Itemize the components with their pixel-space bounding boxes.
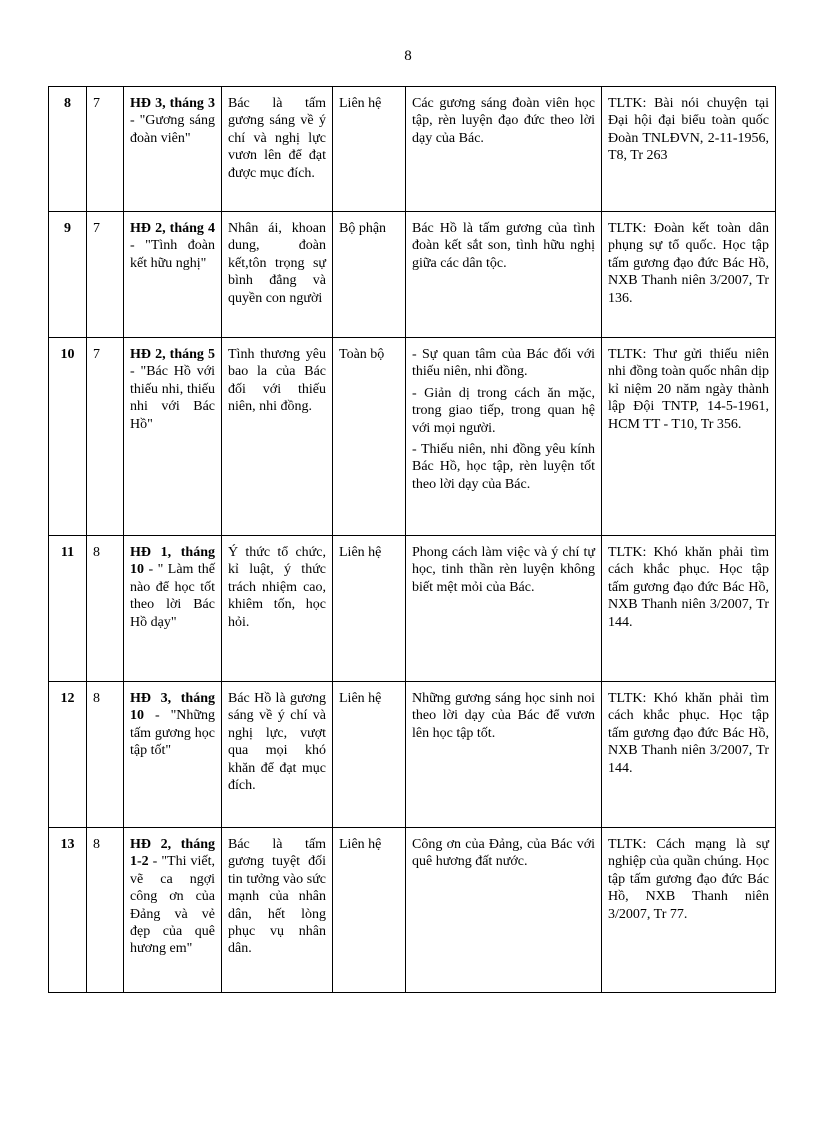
- activity-title: - "Gương sáng đoàn viên": [130, 113, 215, 146]
- grade-cell: 7: [87, 338, 124, 536]
- content-cell: [406, 212, 602, 338]
- goal-cell: Bác Hồ là gương sáng về ý chí và nghị lực, vượt qua mọi khó khăn để đạt mục đích.: [222, 682, 333, 828]
- table-row: [49, 212, 776, 338]
- grade-cell: 8: [87, 536, 124, 682]
- row-number: 8: [49, 87, 87, 212]
- content-cell: [406, 87, 602, 212]
- table-row: [49, 536, 776, 682]
- activity-title: - "Bác Hồ với thiếu nhi, thiếu nhi với Bác Hồ": [130, 364, 215, 432]
- activity-label: HĐ 2, tháng 1-2: [130, 837, 215, 870]
- activity-cell: [124, 338, 222, 536]
- grade-cell: 7: [87, 87, 124, 212]
- goal-cell: Tình thương yêu bao la của Bác đối với thiếu niên, nhi đồng.: [222, 338, 333, 536]
- page-number: 8: [404, 48, 412, 64]
- content-cell: [406, 828, 602, 993]
- content-cell: [406, 536, 602, 682]
- table-row: [49, 338, 776, 536]
- row-number: 9: [49, 212, 87, 338]
- content-paragraph: Bác Hồ là tấm gương của tình đoàn kết sắt son, tình hữu nghị giữa các dân tộc.: [412, 221, 595, 271]
- activity-cell: [124, 87, 222, 212]
- activity-label: HĐ 2, tháng 5: [130, 347, 215, 362]
- lesson-plan-table: [48, 86, 776, 993]
- row-number: 10: [49, 338, 87, 536]
- activity-cell: [124, 682, 222, 828]
- activity-label: HĐ 1, tháng 10: [130, 545, 215, 578]
- goal-cell: Nhân ái, khoan dung, đoàn kết,tôn trọng sự bình đẳng và quyền con người: [222, 212, 333, 338]
- content-paragraph: - Giản dị trong cách ăn mặc, trong giao tiếp, trong quan hệ với mọi người.: [412, 385, 595, 436]
- content-paragraph: - Thiếu niên, nhi đồng yêu kính Bác Hồ, học tập, rèn luyện tốt theo lời dạy của Bác.: [412, 442, 595, 492]
- content-paragraph: Công ơn của Đảng, của Bác với quê hương đất nước.: [412, 837, 595, 870]
- level-cell: Liên hệ: [333, 682, 406, 828]
- content-paragraph: - Sự quan tâm của Bác đối với thiếu niên, nhi đồng.: [412, 347, 595, 380]
- content-paragraph: Các gương sáng đoàn viên học tập, rèn luyện đạo đức theo lời dạy của Bác.: [412, 96, 595, 146]
- activity-title: - "Những tấm gương học tập tốt": [130, 708, 215, 759]
- grade-cell: 8: [87, 682, 124, 828]
- reference-cell: TLTK: Đoàn kết toàn dân phụng sự tổ quốc. Học tập tấm gương đạo đức Bác Hồ, NXB Thanh niên 3/2007, Tr 136.: [602, 212, 776, 338]
- goal-cell: Ý thức tổ chức, kỉ luật, ý thức trách nhiệm cao, khiêm tốn, học hỏi.: [222, 536, 333, 682]
- activity-title: - "Thi viết, vẽ ca ngợi công ơn của Đảng và vẻ đẹp của quê hương em": [130, 854, 215, 957]
- content-paragraph: Những gương sáng học sinh noi theo lời dạy của Bác để vươn lên học tập tốt.: [412, 691, 595, 741]
- activity-label: HĐ 2, tháng 4: [130, 221, 215, 236]
- activity-cell: [124, 828, 222, 993]
- reference-cell: TLTK: Khó khăn phải tìm cách khắc phục. Học tập tấm gương đạo đức Bác Hồ, NXB Thanh niên 3/2007, Tr 144.: [602, 536, 776, 682]
- reference-cell: TLTK: Thư gửi thiếu niên nhi đồng toàn quốc nhân dịp kỉ niệm 20 năm ngày thành lập Đội TNTP, 14-5-1961, HCM TT - T10, Tr 356.: [602, 338, 776, 536]
- table-row: [49, 828, 776, 993]
- table-row: [49, 682, 776, 828]
- activity-label: HĐ 3, tháng 3: [130, 96, 215, 111]
- reference-cell: TLTK: Bài nói chuyện tại Đại hội đại biểu toàn quốc Đoàn TNLĐVN, 2-11-1956, T8, Tr 263: [602, 87, 776, 212]
- content-cell: [406, 682, 602, 828]
- activity-cell: [124, 212, 222, 338]
- goal-cell: Bác là tấm gương sáng về ý chí và nghị lực vươn lên để đạt được mục đích.: [222, 87, 333, 212]
- level-cell: Toàn bộ: [333, 338, 406, 536]
- level-cell: Bộ phận: [333, 212, 406, 338]
- level-cell: Liên hệ: [333, 828, 406, 993]
- goal-cell: Bác là tấm gương tuyệt đối tin tưởng vào sức mạnh của nhân dân, hết lòng phục vụ nhân dân.: [222, 828, 333, 993]
- row-number: 13: [49, 828, 87, 993]
- activity-title: - " Làm thế nào để học tốt theo lời Bác Hồ dạy": [130, 562, 215, 630]
- row-number: 11: [49, 536, 87, 682]
- row-number: 12: [49, 682, 87, 828]
- activity-cell: [124, 536, 222, 682]
- content-cell: [406, 338, 602, 536]
- table-row: [49, 87, 776, 212]
- level-cell: Liên hệ: [333, 536, 406, 682]
- reference-cell: TLTK: Cách mạng là sự nghiệp của quần chúng. Học tập tấm gương đạo đức Bác Hồ, NXB Thanh niên 3/2007, Tr 77.: [602, 828, 776, 993]
- reference-cell: TLTK: Khó khăn phải tìm cách khắc phục. Học tập tấm gương đạo đức Bác Hồ, NXB Thanh niên 3/2007, Tr 144.: [602, 682, 776, 828]
- grade-cell: 7: [87, 212, 124, 338]
- activity-label: HĐ 3, tháng 10: [130, 691, 215, 724]
- activity-title: - "Tình đoàn kết hữu nghị": [130, 238, 215, 271]
- level-cell: Liên hệ: [333, 87, 406, 212]
- content-paragraph: Phong cách làm việc và ý chí tự học, tinh thần rèn luyện không biết mệt mỏi của Bác.: [412, 545, 595, 595]
- grade-cell: 8: [87, 828, 124, 993]
